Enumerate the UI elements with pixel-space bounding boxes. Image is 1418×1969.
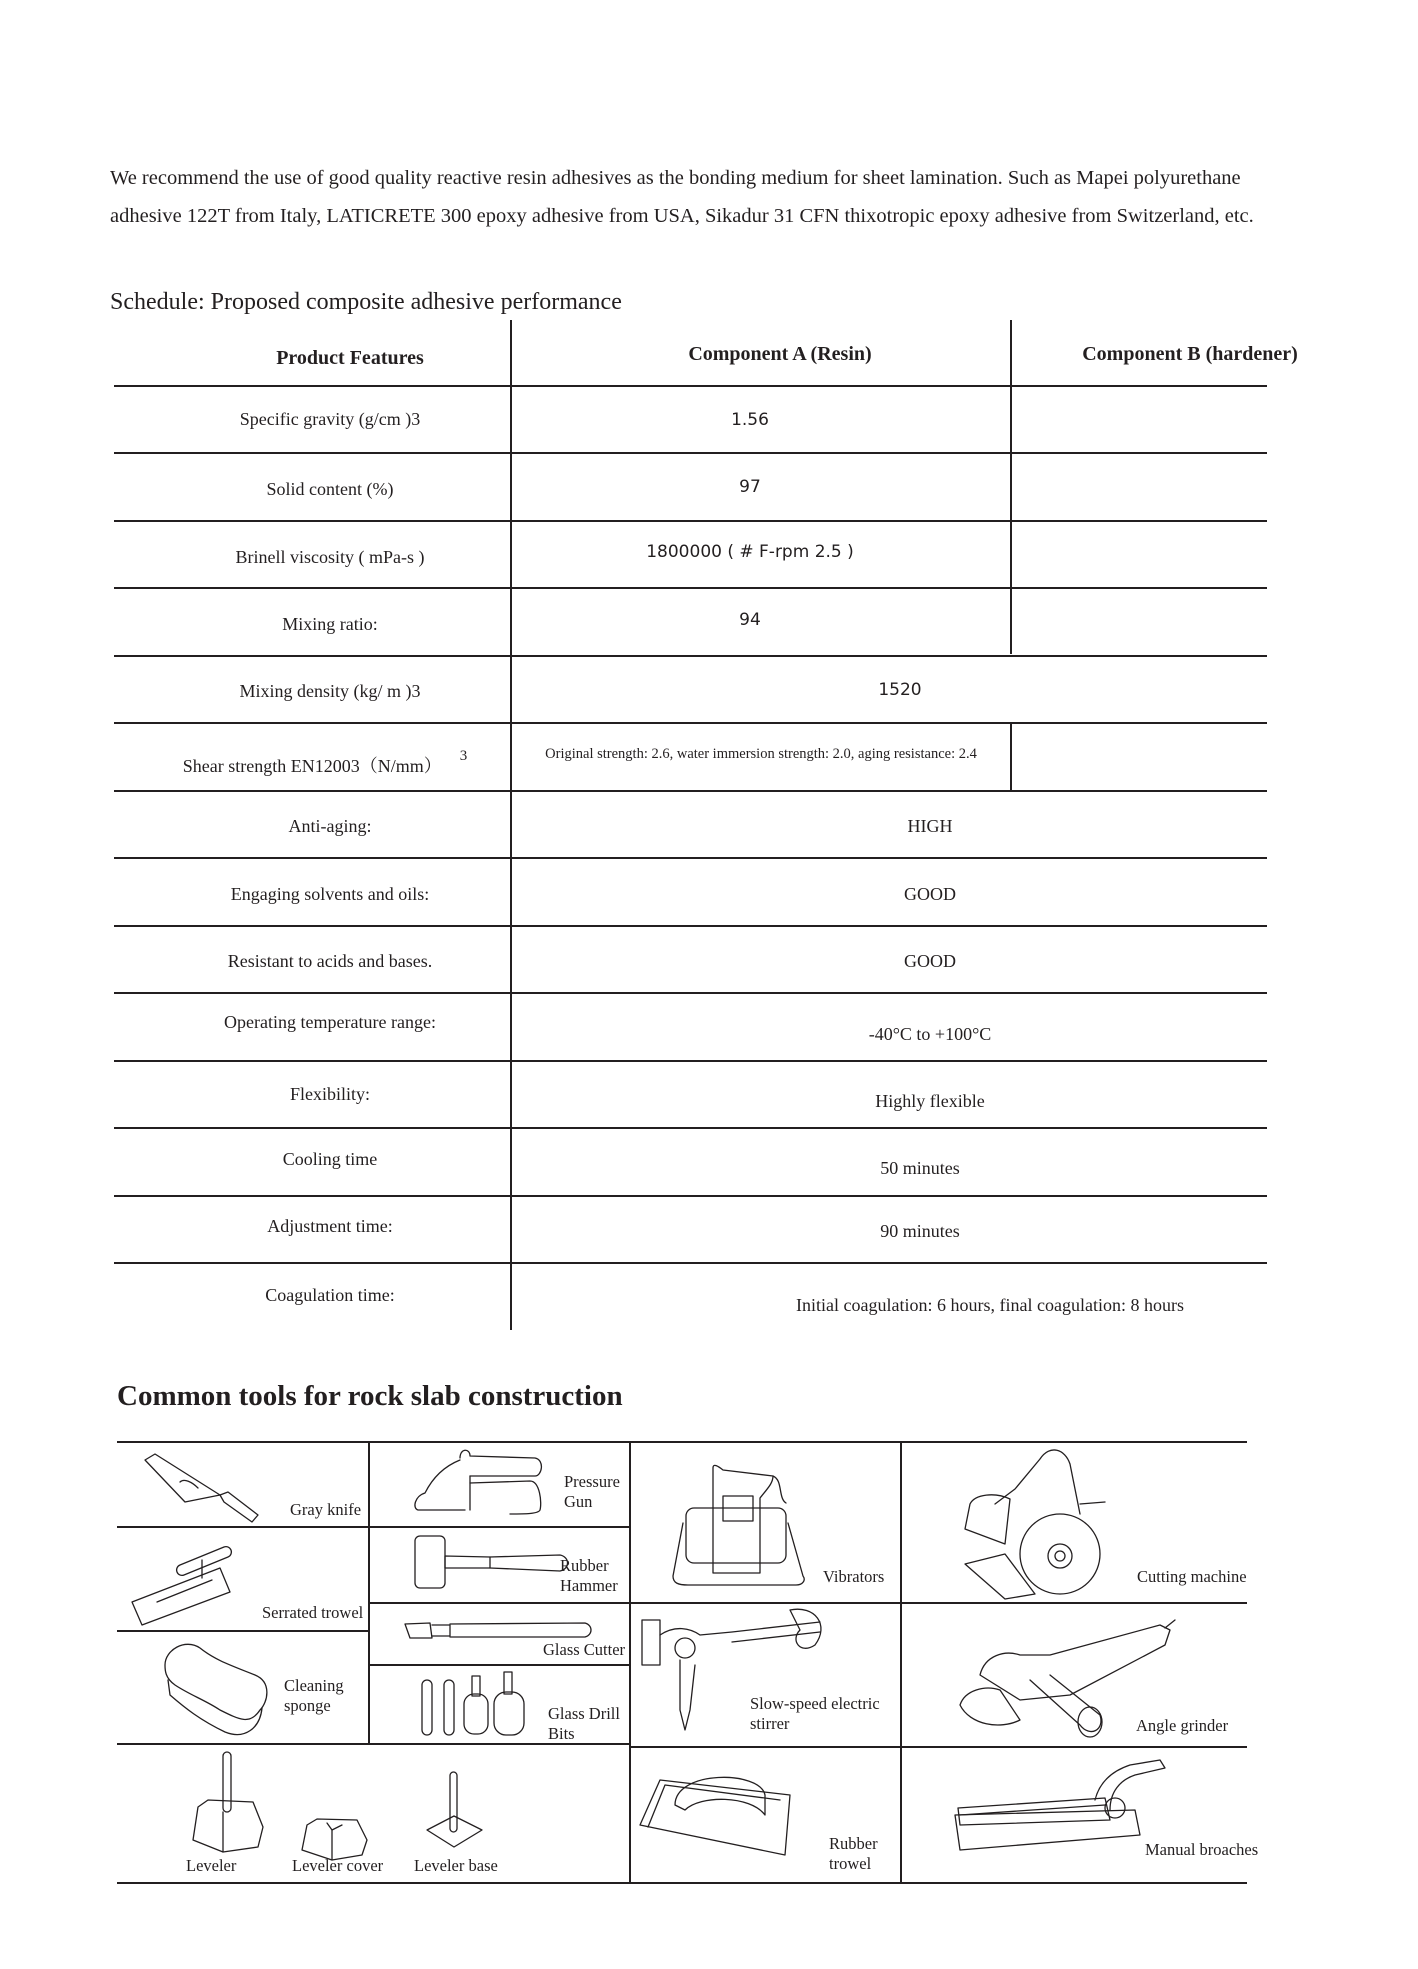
label-line: Gun (564, 1492, 593, 1511)
label-line: Rubber (829, 1834, 878, 1853)
component-ab-value: -40°C to +100°C (868, 1024, 992, 1044)
feature-cell: Mixing density (kg/ m )3 (239, 681, 421, 701)
grid-rule (369, 1602, 630, 1604)
pressure-gun-label (564, 1472, 620, 1512)
gray-knife-icon (140, 1450, 270, 1525)
header-component-b: Component B (hardener) (1082, 342, 1298, 365)
component-ab-value: GOOD (904, 951, 956, 971)
label-line: stirrer (750, 1714, 790, 1733)
feature-cell: Operating temperature range: (224, 1012, 436, 1032)
glass-drill-bits-label (548, 1704, 620, 1744)
vibrators-label: Vibrators (823, 1567, 885, 1586)
intro-paragraph: We recommend the use of good quality reactive resin adhesives as the bonding medium for sheet lamination. Such as Mapei polyurethane adhesive 122T from Italy, LATICRETE 300 epoxy adhesive from USA, Sikadur 31 CFN thixotropic epoxy adhesive from Switzerland, etc. (110, 167, 1254, 227)
rubber-hammer-label (560, 1556, 618, 1596)
grid-divider (629, 1441, 631, 1883)
table-divider-2-shear (1010, 722, 1012, 790)
slow-speed-stirrer-label (750, 1694, 880, 1734)
feature-cell: Flexibility: (289, 1084, 370, 1104)
leveler-icon (193, 1752, 263, 1852)
component-a-value: 97 (739, 476, 761, 497)
feature-cell: Engaging solvents and oils: (230, 884, 430, 904)
leveler-base-label: Leveler base (414, 1856, 498, 1875)
feature-cell: Cooling time (282, 1149, 378, 1169)
component-ab-value: Highly flexible (875, 1091, 985, 1111)
serrated-trowel-label: Serrated trowel (262, 1603, 364, 1622)
label-line: Pressure (564, 1472, 620, 1491)
feature-cell: Coagulation time: (265, 1285, 395, 1305)
rubber-trowel-icon (640, 1765, 800, 1860)
manual-broaches-label: Manual broaches (1145, 1840, 1259, 1859)
grid-rule (117, 1441, 1247, 1443)
feature-text: Shear strength EN12003（N/mm） (182, 756, 442, 776)
feature-cell: Specific gravity (g/cm )3 (239, 409, 421, 429)
label-line: Hammer (560, 1576, 618, 1595)
component-ab-value: 1520 (878, 679, 922, 700)
grid-rule (117, 1630, 370, 1632)
component-ab-value: GOOD (904, 884, 956, 904)
rubber-hammer-icon (415, 1536, 575, 1591)
feature-superscript: 3 (459, 747, 468, 764)
table-divider-2-upper (1010, 320, 1012, 654)
feature-cell: Adjustment time: (267, 1216, 393, 1236)
angle-grinder-label: Angle grinder (1136, 1716, 1229, 1735)
table-divider-1 (510, 320, 512, 1330)
header-component-a: Component A (Resin) (688, 342, 872, 365)
leveler-cover-label: Leveler cover (292, 1856, 384, 1875)
glass-cutter-label: Glass Cutter (543, 1640, 626, 1659)
feature-cell: Brinell viscosity ( mPa-s ) (235, 547, 425, 567)
label-line: trowel (829, 1854, 872, 1873)
rubber-trowel-label (829, 1834, 878, 1874)
grid-divider (900, 1441, 902, 1883)
component-a-value: 1.56 (731, 409, 769, 430)
grid-rule (117, 1526, 370, 1528)
grid-rule (117, 1882, 1247, 1884)
grid-rule (629, 1746, 1247, 1748)
grid-rule (369, 1664, 630, 1666)
grid-rule (369, 1526, 630, 1528)
glass-drill-bits-icon (420, 1672, 535, 1737)
cutting-machine-icon (965, 1444, 1115, 1604)
leveler-cover-icon (302, 1815, 367, 1860)
pressure-gun-icon (410, 1448, 550, 1520)
component-ab-value: Initial coagulation: 6 hours, final coagulation: 8 hours (796, 1295, 1184, 1315)
component-ab-value: 90 minutes (880, 1221, 960, 1241)
cleaning-sponge-icon (160, 1640, 275, 1735)
leveler-base-icon (427, 1772, 482, 1852)
component-a-value: 94 (739, 609, 761, 630)
label-line: Cleaning (284, 1676, 344, 1695)
serrated-trowel-icon (132, 1540, 252, 1625)
header-product-features: Product Features (276, 346, 424, 369)
feature-cell: Anti-aging: (288, 816, 372, 836)
component-ab-value: 50 minutes (880, 1158, 960, 1178)
component-ab-value: HIGH (907, 816, 953, 836)
grid-rule (629, 1602, 1247, 1604)
component-a-value: Original strength: 2.6, water immersion strength: 2.0, aging resistance: 2.4 (545, 745, 977, 762)
grid-divider (368, 1441, 370, 1744)
vibrator-icon (668, 1458, 808, 1588)
label-line: Glass Drill (548, 1704, 620, 1723)
label-line: Bits (548, 1724, 575, 1743)
label-line: Rubber (560, 1556, 609, 1575)
feature-cell: Solid content (%) (266, 479, 394, 499)
feature-cell: Resistant to acids and bases. (227, 951, 433, 971)
glass-cutter-icon (405, 1620, 595, 1642)
cleaning-sponge-label (284, 1676, 344, 1716)
gray-knife-label: Gray knife (290, 1500, 362, 1519)
cutting-machine-label: Cutting machine (1137, 1567, 1247, 1586)
component-a-value: 1800000 ( # F-rpm 2.5 ) (646, 541, 854, 562)
label-line: Slow-speed electric (750, 1694, 880, 1713)
tools-section-title: Common tools for rock slab construction (117, 1380, 623, 1412)
label-line: sponge (284, 1696, 331, 1715)
schedule-title: Schedule: Proposed composite adhesive performance (110, 289, 622, 315)
feature-cell: Mixing ratio: (282, 614, 378, 634)
feature-cell-shear-strength (140, 735, 510, 795)
leveler-label: Leveler (186, 1856, 237, 1875)
